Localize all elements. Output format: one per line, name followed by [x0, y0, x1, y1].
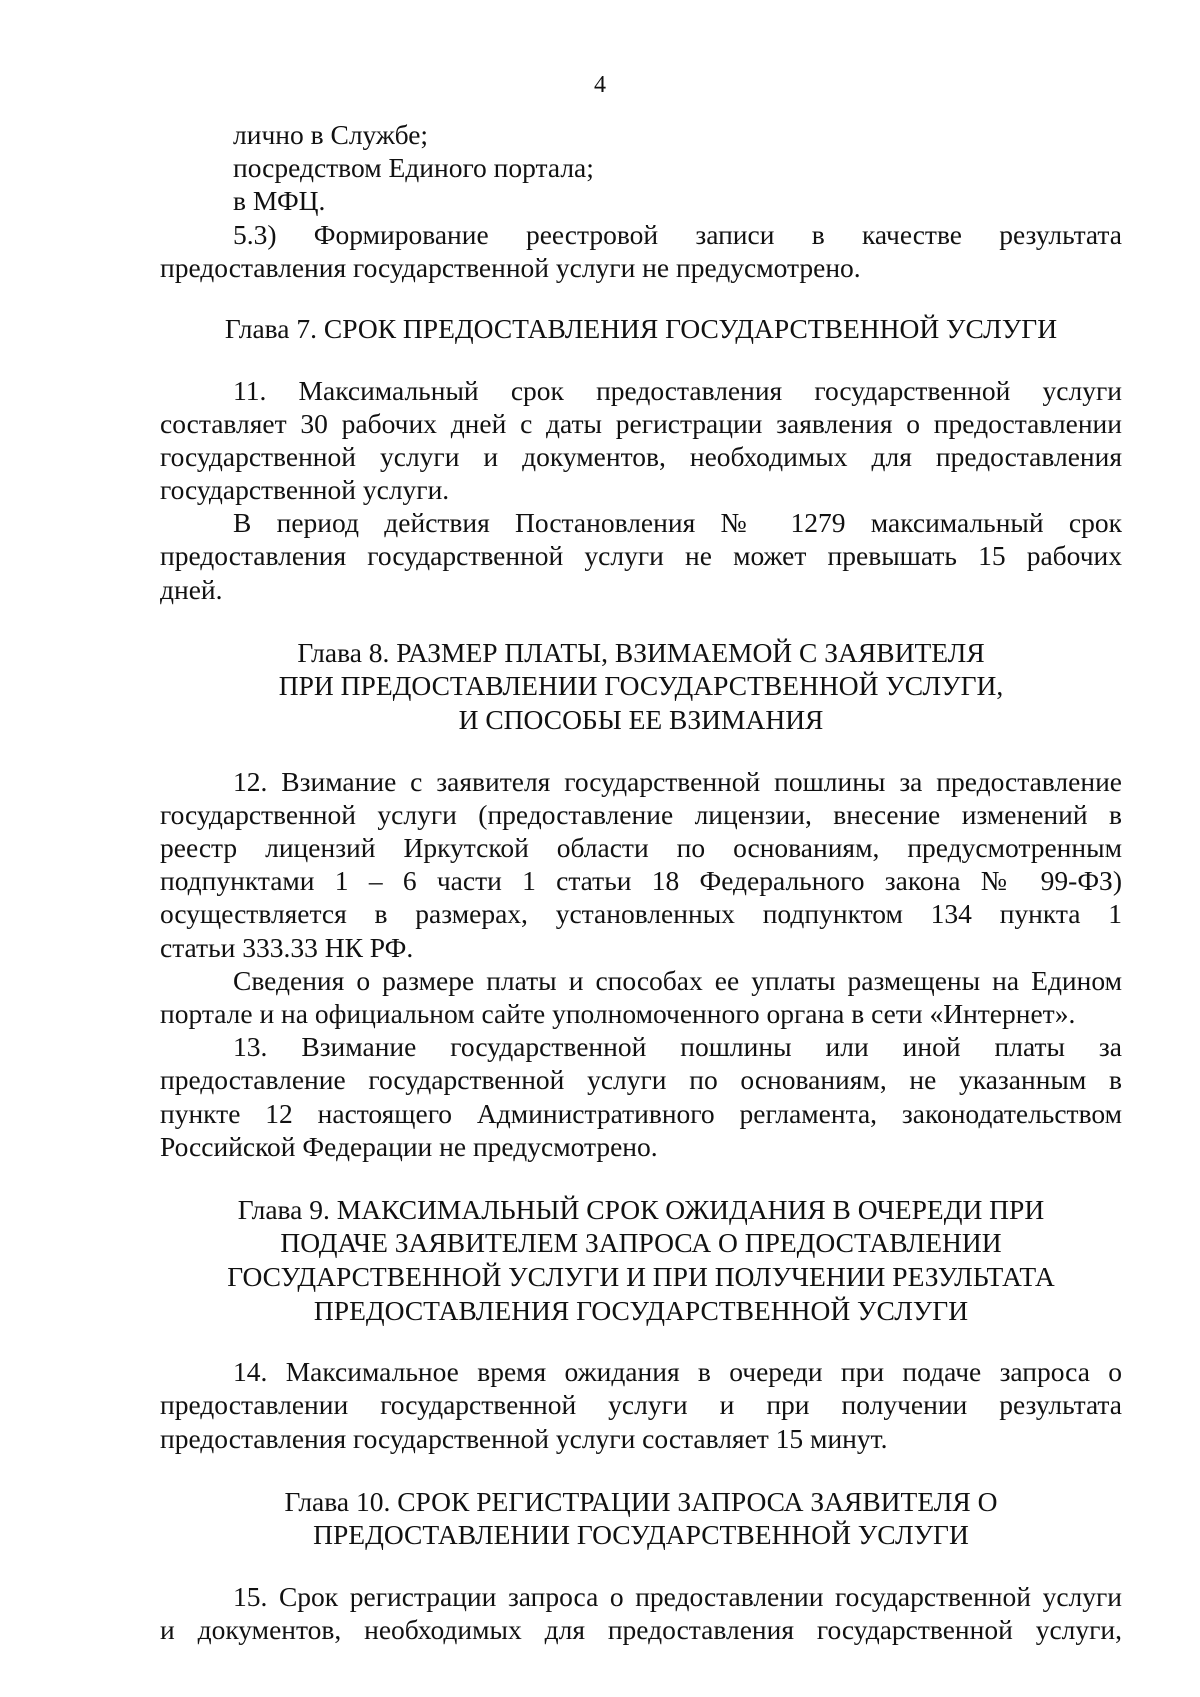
paragraph-line: статьи 333.33 НК РФ. — [160, 931, 414, 963]
paragraph-line: 5.3) Формирование реестровой записи в качестве результата — [233, 218, 1122, 250]
paragraph-13 — [160, 1030, 1122, 1163]
paragraph-line: предоставления государственной услуги не может превышать 15 рабочих — [160, 540, 1122, 572]
paragraph-line: 12. Взимание с заявителя государственной пошлины за предоставление — [233, 765, 1122, 797]
paragraph-line: Российской Федерации не предусмотрено. — [160, 1130, 658, 1162]
paragraph-15 — [160, 1580, 1122, 1646]
paragraph-line: дней. — [160, 573, 223, 605]
paragraph-12-fees-info — [160, 964, 1122, 1030]
paragraph-line: предоставление государственной услуги по основаниям, не указанным в — [160, 1064, 1122, 1096]
paragraph-line: 11. Максимальный срок предоставления государственной услуги — [233, 374, 1122, 406]
page-number: 4 — [594, 72, 606, 98]
paragraph-11-period — [160, 506, 1122, 606]
chapter-9-heading — [160, 1193, 1122, 1327]
paragraph-line: В период действия Постановления № 1279 максимальный срок — [233, 507, 1122, 539]
paragraph-line: подпунктами 1 – 6 части 1 статьи 18 Федерального закона № 99-ФЗ) — [160, 865, 1122, 897]
paragraph-line: 15. Срок регистрации запроса о предоставлении государственной услуги — [233, 1581, 1122, 1612]
heading-line: Глава 9. МАКСИМАЛЬНЫЙ СРОК ОЖИДАНИЯ В ОЧЕРЕДИ ПРИ — [237, 1193, 1045, 1225]
paragraph-12 — [160, 765, 1122, 964]
heading-line: ПРЕДОСТАВЛЕНИЯ ГОСУДАРСТВЕННОЙ УСЛУГИ — [313, 1294, 969, 1326]
paragraph-line: предоставления государственной услуги составляет 15 минут. — [160, 1422, 888, 1454]
paragraph-line: 14. Максимальное время ожидания в очереди при подаче запроса о — [233, 1356, 1122, 1388]
list-item: посредством Единого портала; — [233, 152, 594, 184]
paragraph-line: предоставлении государственной услуги и при получении результата — [160, 1389, 1122, 1421]
paragraph-5-3 — [160, 218, 1122, 284]
list-item: лично в Службе; — [233, 119, 429, 150]
heading-line: ГОСУДАРСТВЕННОЙ УСЛУГИ И ПРИ ПОЛУЧЕНИИ РЕЗУЛЬТАТА — [227, 1261, 1055, 1293]
heading-line: ПОДАЧЕ ЗАЯВИТЕЛЕМ ЗАПРОСА О ПРЕДОСТАВЛЕНИИ — [280, 1227, 1002, 1259]
paragraph-line: составляет 30 рабочих дней с даты регистрации заявления о предоставлении — [160, 407, 1122, 439]
paragraph-line: портале и на официальном сайте уполномоченного органа в сети «Интернет». — [160, 997, 1076, 1029]
document-body — [160, 118, 1122, 1646]
paragraph-line: и документов, необходимых для предоставления государственной услуги, — [160, 1614, 1122, 1646]
paragraph-line: Сведения о размере платы и способах ее уплаты размещены на Едином — [233, 964, 1122, 996]
paragraph-line: реестр лицензий Иркутской области по основаниям, предусмотренным — [160, 832, 1122, 863]
paragraph-14 — [160, 1355, 1122, 1455]
heading-line: ПРИ ПРЕДОСТАВЛЕНИИ ГОСУДАРСТВЕННОЙ УСЛУГИ, — [278, 670, 1004, 702]
delivery-methods-list — [160, 118, 1122, 218]
paragraph-11 — [160, 374, 1122, 507]
paragraph-line: государственной услуги (предоставление лицензии, внесение изменений в — [160, 798, 1122, 830]
paragraph-line: пункте 12 настоящего Административного регламента, законодательством — [160, 1097, 1122, 1129]
paragraph-line: осуществляется в размерах, установленных подпунктом 134 пункта 1 — [160, 898, 1122, 930]
list-item: в МФЦ. — [233, 185, 326, 217]
chapter-7-heading — [160, 312, 1122, 346]
heading-line: Глава 7. СРОК ПРЕДОСТАВЛЕНИЯ ГОСУДАРСТВЕННОЙ УСЛУГИ — [224, 312, 1058, 344]
heading-line: Глава 10. СРОК РЕГИСТРАЦИИ ЗАПРОСА ЗАЯВИТЕЛЯ О — [284, 1485, 998, 1517]
chapter-8-heading — [160, 636, 1122, 737]
paragraph-line: государственной услуги и документов, необходимых для предоставления — [160, 440, 1122, 472]
heading-line: Глава 8. РАЗМЕР ПЛАТЫ, ВЗИМАЕМОЙ С ЗАЯВИТЕЛЯ — [297, 636, 985, 668]
heading-line: И СПОСОБЫ ЕЕ ВЗИМАНИЯ — [458, 704, 824, 736]
paragraph-line: государственной услуги. — [160, 474, 450, 506]
heading-line: ПРЕДОСТАВЛЕНИИ ГОСУДАРСТВЕННОЙ УСЛУГИ — [313, 1519, 969, 1551]
paragraph-line: предоставления государственной услуги не предусмотрено. — [160, 251, 861, 283]
chapter-10-heading — [160, 1485, 1122, 1552]
paragraph-line: 13. Взимание государственной пошлины или иной платы за — [233, 1031, 1122, 1063]
